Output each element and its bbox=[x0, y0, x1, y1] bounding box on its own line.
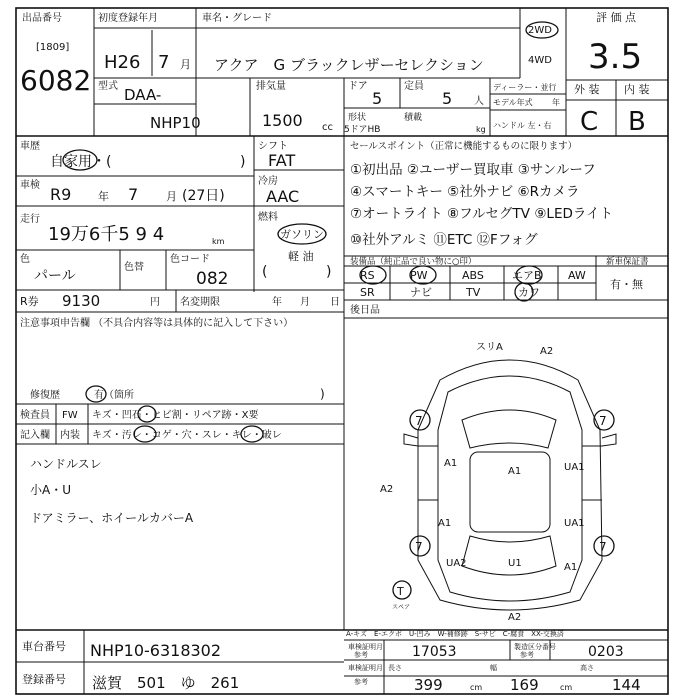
wheel-rr-mark: 7 bbox=[599, 540, 607, 554]
maker-value: 0203 bbox=[588, 644, 624, 660]
repair-label: 修復歴 bbox=[30, 390, 60, 401]
damage-panel-7: UA1 bbox=[564, 518, 585, 529]
year-unit: 年 bbox=[552, 98, 560, 107]
name-change-day: 日 bbox=[330, 297, 340, 308]
repair-close: ) bbox=[320, 387, 325, 401]
chassis-label: 車台番号 bbox=[22, 640, 66, 653]
sales-point-line-3: ⑦オートライト ⑧フルセグTV ⑨LEDライト bbox=[350, 206, 613, 222]
color-code-value: 082 bbox=[196, 269, 229, 289]
new-cert-value: 有・無 bbox=[610, 278, 643, 291]
damage-panel-6: U1 bbox=[508, 558, 522, 569]
repair-value: 有（箇所 bbox=[94, 390, 134, 401]
shape-value: 5ドアHB bbox=[344, 125, 381, 135]
shaken-label: 車検 bbox=[20, 180, 40, 191]
color-code-label: 色コード bbox=[170, 254, 210, 265]
width-label: 幅 bbox=[490, 664, 497, 672]
door-label: ドア bbox=[348, 81, 368, 92]
name-change-label: 名変期限 bbox=[180, 297, 220, 308]
cert-label: 車検証明月 bbox=[348, 643, 383, 651]
lot-sub-number: [1809] bbox=[36, 42, 70, 53]
type-prefix: DAA- bbox=[124, 86, 162, 104]
shaken-month-unit: 月 bbox=[166, 190, 177, 203]
fuel-paren-right: ) bbox=[326, 264, 332, 280]
name-change-year: 年 bbox=[272, 297, 282, 308]
first-registration-label: 初度登録年月 bbox=[98, 13, 158, 24]
displacement-unit: cc bbox=[322, 122, 333, 133]
capacity-value: 5 bbox=[442, 89, 453, 108]
color-change-label: 色替 bbox=[124, 262, 144, 273]
interior-check-items: キズ・汚レ・コゲ・穴・スレ・キレ・破レ bbox=[92, 430, 282, 441]
grade-value: 3.5 bbox=[588, 37, 643, 77]
new-cert-label: 新車保証書 bbox=[606, 257, 649, 267]
cert-sub: 参考 bbox=[354, 651, 368, 659]
type-label: 型式 bbox=[98, 81, 118, 92]
lot-number: 6082 bbox=[20, 64, 92, 97]
mileage-unit: km bbox=[212, 237, 225, 246]
damage-panel-3: UA1 bbox=[564, 462, 585, 473]
sales-points-title: セールスポイント（正常に機能するものに限ります） bbox=[350, 141, 578, 152]
door-value: 5 bbox=[372, 89, 383, 108]
shaken-month: 7 bbox=[128, 185, 139, 204]
equip-camera: カワ bbox=[518, 286, 540, 299]
drive-2wd: 2WD bbox=[528, 25, 552, 36]
type-code: NHP10 bbox=[150, 114, 201, 132]
car-damage-diagram bbox=[380, 342, 616, 623]
history-label: 車歴 bbox=[20, 141, 40, 152]
fuel-paren-left: ( bbox=[262, 264, 268, 280]
inspector-label-1: 検査員 bbox=[20, 410, 50, 421]
equip-airbag: エアB bbox=[512, 269, 542, 282]
spare-label: スペア bbox=[392, 604, 411, 611]
equip-navi: ナビ bbox=[410, 286, 432, 299]
wheel-fr-mark: 7 bbox=[599, 414, 607, 428]
recycle-value: 9130 bbox=[62, 292, 101, 310]
grade-label: 評 価 点 bbox=[596, 11, 636, 24]
history-close: ) bbox=[240, 154, 246, 170]
cert-value: 17053 bbox=[412, 644, 457, 660]
shaken-era: R9 bbox=[50, 185, 72, 204]
damage-panel-2: A1 bbox=[508, 466, 522, 477]
history-value: 自家用・( bbox=[50, 154, 112, 170]
damage-panel-8: A1 bbox=[564, 562, 578, 573]
fuel-label: 燃料 bbox=[258, 212, 278, 223]
wheel-rl-mark: 7 bbox=[415, 540, 423, 554]
load-unit: kg bbox=[476, 125, 486, 134]
damage-front-right: A2 bbox=[540, 346, 554, 357]
model-year-label: モデル年式 bbox=[493, 98, 533, 107]
inspector-note-2: 小A・U bbox=[30, 483, 71, 497]
lot-number-label: 出品番号 bbox=[22, 13, 62, 24]
registration-month: 7 bbox=[158, 52, 170, 73]
fuel-gasoline: ガソリン bbox=[280, 228, 324, 241]
fw-items: キズ・凹石・ヒビ割・リペア跡・X要 bbox=[92, 410, 259, 421]
damage-panel-5: UA2 bbox=[446, 558, 467, 569]
model-grade-label: 車名・グレード bbox=[202, 13, 272, 24]
length-value: 399 bbox=[414, 676, 443, 694]
shift-value: FAT bbox=[268, 151, 296, 170]
sales-point-line-4: ⑩社外アルミ ⑪ETC ⑫Fフォグ bbox=[350, 232, 538, 248]
equipment-title: 装備品（純正品で良い物に○印） bbox=[350, 257, 477, 267]
width-unit: cm bbox=[560, 683, 573, 692]
displacement-label: 排気量 bbox=[256, 81, 286, 92]
recycle-label: R券 bbox=[20, 295, 39, 308]
sales-point-line-1: ①初出品 ②ユーザー買取車 ③サンルーフ bbox=[350, 162, 596, 178]
exterior-label: 外 装 bbox=[574, 83, 600, 96]
height-label: 高さ bbox=[580, 664, 594, 672]
size-sub: 参考 bbox=[354, 678, 368, 686]
equip-pw: PW bbox=[410, 269, 428, 282]
length-label: 長さ bbox=[388, 664, 402, 672]
damage-panel-1: A1 bbox=[444, 458, 458, 469]
damage-panel-4: A1 bbox=[438, 518, 452, 529]
mileage-value: 19万6千5 9 4 bbox=[48, 224, 165, 245]
size-label: 車検証明月 bbox=[348, 664, 383, 672]
capacity-unit: 人 bbox=[474, 96, 484, 107]
notes-title: 注意事項申告欄 （不具合内容等は具体的に記入して下さい） bbox=[20, 318, 294, 329]
equip-aw: AW bbox=[568, 269, 586, 282]
aircon-value: AAC bbox=[266, 187, 300, 206]
width-value: 169 bbox=[510, 676, 539, 694]
damage-rear: A2 bbox=[508, 612, 522, 623]
maker-sub: 参考 bbox=[520, 651, 534, 659]
inspector-note-3: ドアミラー、ホイールカバーA bbox=[30, 511, 194, 525]
fuel-diesel: 軽 油 bbox=[288, 250, 314, 263]
maker-label: 製造区分番号 bbox=[514, 643, 556, 651]
handle-label: ハンドル 左・右 bbox=[493, 121, 552, 130]
recycle-unit: 円 bbox=[150, 297, 160, 308]
aircon-label: 冷房 bbox=[258, 176, 278, 187]
length-unit: cm bbox=[470, 683, 483, 692]
reg-number-label: 登録番号 bbox=[22, 673, 66, 686]
interior-grade: B bbox=[628, 107, 646, 137]
equip-abs: ABS bbox=[462, 269, 484, 282]
shaken-year-unit: 年 bbox=[98, 190, 109, 203]
color-value: パール bbox=[34, 268, 76, 284]
wheel-fl-mark: 7 bbox=[415, 414, 423, 428]
fw-label: FW bbox=[62, 410, 78, 421]
sales-point-line-2: ④スマートキー ⑤社外ナビ ⑥Rカメラ bbox=[350, 184, 580, 200]
name-change-month: 月 bbox=[300, 297, 310, 308]
color-label: 色 bbox=[20, 254, 30, 265]
equip-sr: SR bbox=[360, 286, 375, 299]
mileage-label: 走行 bbox=[20, 214, 40, 225]
equip-rs: RS bbox=[360, 269, 375, 282]
shift-label: シフト bbox=[258, 141, 288, 152]
after-items-label: 後日品 bbox=[350, 305, 380, 316]
reg-number-value: 滋賀 501 ゆ 261 bbox=[92, 674, 240, 692]
inspector-note-1: ハンドルスレ bbox=[30, 457, 102, 471]
damage-front-left: スリA bbox=[476, 342, 503, 353]
inspector-label-2: 記入欄 bbox=[20, 430, 50, 441]
chassis-value: NHP10-6318302 bbox=[90, 641, 222, 660]
load-label: 積載 bbox=[404, 113, 423, 123]
displacement-value: 1500 bbox=[262, 111, 303, 130]
interior-label: 内 装 bbox=[624, 83, 650, 96]
month-unit: 月 bbox=[180, 58, 191, 71]
capacity-label: 定員 bbox=[404, 81, 424, 92]
registration-year: H26 bbox=[104, 52, 141, 73]
damage-legend: A-キズ E-エクボ U-凹み W-補修跡 S-サビ C-腐食 XX-交換済 bbox=[346, 630, 564, 638]
interior-check-label: 内装 bbox=[60, 430, 80, 441]
dealer-label: ディーラー・並行 bbox=[493, 83, 557, 92]
drive-4wd: 4WD bbox=[528, 55, 552, 66]
model-name: アクア G ブラックレザーセレクション bbox=[214, 56, 484, 74]
equip-tv: TV bbox=[466, 286, 481, 299]
exterior-grade: C bbox=[580, 107, 599, 137]
shaken-day: (27日) bbox=[182, 188, 225, 204]
shape-label: 形状 bbox=[348, 113, 367, 123]
height-value: 144 bbox=[612, 676, 641, 694]
spare-tire-mark: T bbox=[397, 585, 404, 598]
damage-left-side: A2 bbox=[380, 484, 394, 495]
